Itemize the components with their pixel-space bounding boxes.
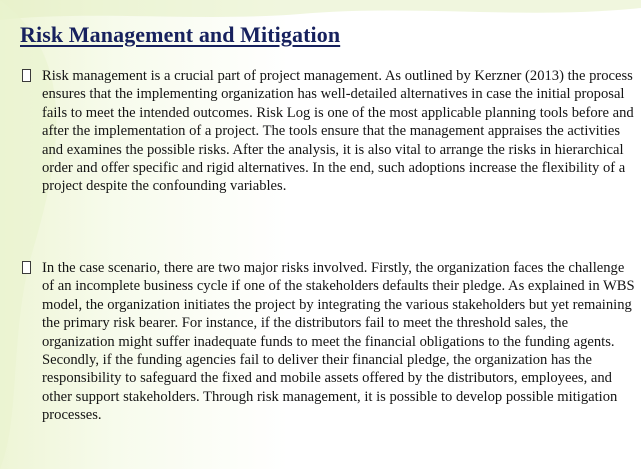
bullet-item-1 xyxy=(22,67,636,196)
bullet-text-2: In the case scenario, there are two major risks involved. Firstly, the organization faces the challenge of an incomplete business cycle if one of the stakeholders defaults their pledge. As explained in WBS model, the organization initiates the project by integrating the various stakeholders but yet remaining the primary risk bearer. For instance, if the distributors fail to meet the threshold sales, the organization might suffer inadequate funds to meet the financial obligations to the funding agents. Secondly, if the funding agencies fail to deliver their financial pledge, the organization has the responsibility to safeguard the fixed and mobile assets offered by the distributors, employees, and other support stakeholders. Through risk management, it is possible to develop possible mitigation processes. xyxy=(42,260,635,424)
square-bullet-icon xyxy=(22,261,31,274)
slide-title: Risk Management and Mitigation xyxy=(20,22,341,47)
square-bullet-icon xyxy=(22,69,31,82)
bullet-text-1: Risk management is a crucial part of project management. As outlined by Kerzner (2013) the process ensures that the implementing organization has well-detailed alternatives in case the initial proposal fails to meet the intended outcomes. Risk Log is one of the most applicable planning tools before and after the implementation of a project. The tools ensure that the management appraises the activities and examines the possible risks. After the analysis, it is also vital to arrange the risks in hierarchical order and offer specific and rigid alternatives. In the end, such adoptions increase the flexibility of a project despite the confounding variables. xyxy=(42,68,634,195)
bullet-item-2 xyxy=(22,259,636,425)
